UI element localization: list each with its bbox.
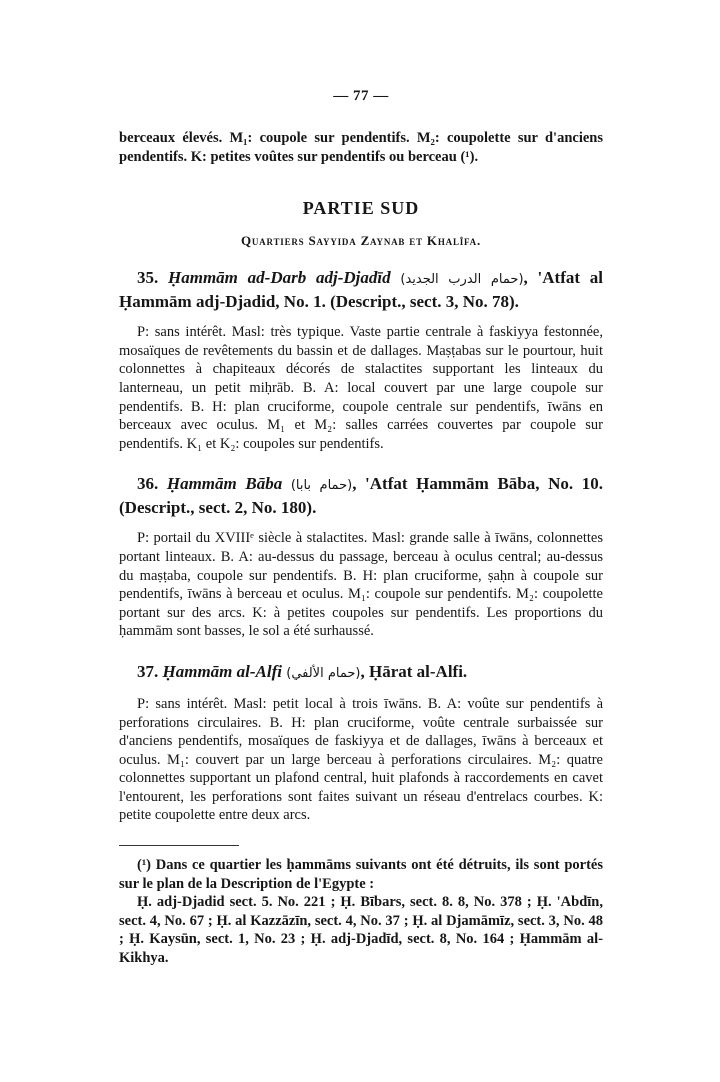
entry-37 [119,661,603,825]
entry-arabic-name: (حمام بابا) [290,478,353,494]
entry-location: , 'Atfat al Ḥammām adj-Djadid, No. 1. (Descript., sect. 3, No. 78). [119,268,603,312]
entry-36 [119,473,603,641]
entry-heading [119,267,603,313]
entry-arabic-name: (حمام الدرب الجديد) [400,272,524,288]
entry-number: 35. [137,268,159,288]
page [119,88,603,968]
entry-location: , Ḥārat al-Alfi. [360,661,468,681]
footnote-intro [119,856,603,893]
entry-number: 37. [137,661,159,681]
entry-name: Ḥammām al-Alfi [162,661,282,681]
entry-heading [119,661,603,685]
entry-body: P: sans intérêt. Masl: petit local à trois īwāns. B. A: voûte sur pendentifs à perforations circulaires. B. H: plan cruciforme, voûte centrale surbaissée sur d'anciens pendentifs, mosaïques de faskiyya et de dallages, īwāns à berceaux et oculus. M₁: couvert par un large berceau à perforations circulaires. M₂: quatre colonnettes supportant un plafond central, huit plafonds à raccordements en cavet l'entourent, les perforations sont faites suivant un réseau d'entrelacs courbes. K: petite coupolette entre deux arcs. [119,695,603,824]
footnote-reference: (¹). [460,148,479,165]
entry-heading [119,473,603,519]
footnote-divider [119,845,239,846]
footnote-references: Ḥ. adj-Djadid sect. 5. No. 221 ; Ḥ. Bībars, sect. 8. 8, No. 378 ; Ḥ. 'Abdīn, sect. 4, No. 67 ; Ḥ. al Kazzāzīn, sect. 4, No. 37 ; Ḥ. al Djamāmīz, sect. 3, No. 48 ; Ḥ. Kaysūn, sect. 1, No. 23 ; Ḥ. adj-Djadīd, sect. 8, No. 164 ; Ḥammām al-Kikhya. [119,894,603,967]
entry-name: Ḥammām ad-Darb adj-Djadīd [168,268,391,288]
continuation-text: berceaux élevés. M₁: coupole sur pendentifs. M₂: coupolette sur d'anciens pendentifs. K: petites voûtes sur pendentifs ou berceau [119,130,603,165]
page-number: — 77 — [333,88,389,104]
entry-location: , 'Atfat Ḥammām Bāba, No. 10. (Descript., sect. 2, No. 180). [119,474,603,518]
section-subtitle: Quartiers Sayyida Zaynab et Khalîfa. [240,233,482,249]
entry-number: 36. [137,474,159,494]
entry-name: Ḥammām Bāba [166,474,283,494]
entry-arabic-name: (حمام الألفي) [286,665,361,681]
footnote-intro-text: Dans ce quartier les ḥammāms suivants ont été détruits, ils sont portés sur le plan de la Description de l'Egypte : [119,857,604,892]
entry-body: P: sans intérêt. Masl: très typique. Vaste partie centrale à faskiyya festonnée, mosaïques de revêtements du bassin et de dallages. Maṣṭabas sur le pourtour, huit colonnettes à chapiteaux décorés de stalactites supportant les linteaux du lanterneau, un petit miḥrāb. B. A: local couvert par une large coupole sur pendentifs. B. H: plan cruciforme, coupole centrale sur pendentifs, īwāns en berceaux avec oculus. M₁ et M₂: salles carrées couvertes par coupole sur pendentifs. K₁ et K₂: coupoles sur pendentifs. [119,324,603,452]
section-title: PARTIE SUD [302,198,420,219]
entry-body: P: portail du XVIIIᵉ siècle à stalactites. Masl: grande salle à īwāns, colonnettes portant linteaux. B. A: au-dessus du passage, berceau à oculus central; au-dessus du maṣṭaba, coupole sur pendentifs. B. H: plan cruciforme, ṣaḥn à coupole sur pendentifs, īwāns à berceau et oculus. M₁: coupole sur pendentifs. M₂: coupolette portant sur des arcs. K: à petites coupoles sur pendentifs. Les proportions du ḥammām sont basses, le sol a été surhaussé. [119,530,603,640]
footnote-marker: (¹) [137,857,152,874]
continuation-paragraph [119,129,603,166]
footnote [119,856,603,968]
entry-35 [119,267,603,453]
